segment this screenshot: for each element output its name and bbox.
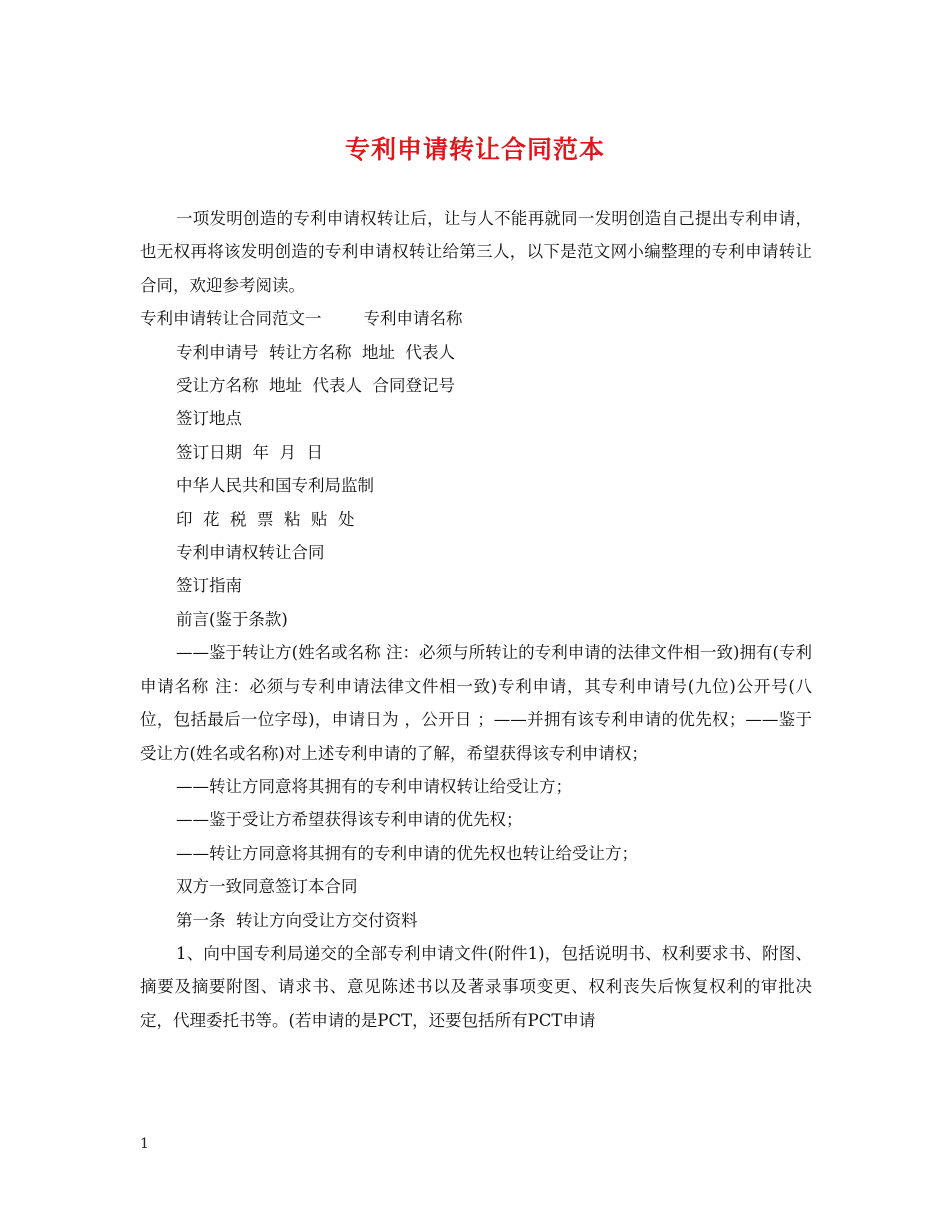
- article-heading: 第一条 转让方向受让方交付资料: [176, 910, 418, 930]
- preamble-clause: ——鉴于受让方希望获得该专利申请的优先权；: [176, 810, 523, 830]
- preamble-clause: ——转让方同意将其拥有的专利申请权转让给受让方；: [176, 776, 572, 796]
- section-heading: 前言(鉴于条款): [176, 609, 288, 629]
- intro-paragraph: 一项发明创造的专利申请权转让后，让与人不能再就同一发明创造自己提出专利申请，也无权再将该发明创造的专利申请权转让给第三人，以下是范文网小编整理的专利申请转让合同，欢迎参考阅读。: [140, 209, 812, 295]
- page-number: 1: [140, 1136, 149, 1152]
- document-body: [140, 202, 812, 1037]
- form-field-line: 专利申请号 转让方名称 地址 代表人: [176, 342, 455, 362]
- agreement-line: 双方一致同意签订本合同: [176, 877, 358, 897]
- contract-heading-line: 专利申请转让合同范文一 专利申请名称: [140, 309, 463, 329]
- section-heading: 签订指南: [176, 576, 242, 596]
- form-field-line: 受让方名称 地址 代表人 合同登记号: [176, 376, 455, 396]
- form-field-line: 签订日期 年 月 日: [176, 442, 323, 462]
- preamble-paragraph: ——鉴于转让方(姓名或名称 注：必须与所转让的专利申请的法律文件相一致)拥有(专利申请名称 注：必须与专利申请法律文件相一致)专利申请，其专利申请号(九位)公开号(八位，包括最后一位字母)，申请日为 ，公开日 ；——并拥有该专利申请的优先权；——鉴于受让方(姓名或名称)对上述专利申请的了解，希望获得该专利申请权；: [140, 643, 812, 763]
- issuer-line: 中华人民共和国专利局监制: [176, 476, 374, 496]
- article-clause: 1、向中国专利局递交的全部专利申请文件(附件1)，包括说明书、权利要求书、附图、摘要及摘要附图、请求书、意见陈述书以及著录事项变更、权利丧失后恢复权利的审批决定，代理委托书等。(若申请的是PCT，还要包括所有PCT申请: [140, 943, 812, 1030]
- form-field-line: 签订地点: [176, 409, 242, 429]
- section-heading: 专利申请权转让合同: [176, 543, 325, 563]
- stamp-area-line: 印 花 税 票 粘 贴 处: [176, 509, 355, 529]
- document-title: 专利申请转让合同范本: [344, 135, 605, 164]
- preamble-clause: ——转让方同意将其拥有的专利申请的优先权也转让给受让方；: [176, 843, 638, 863]
